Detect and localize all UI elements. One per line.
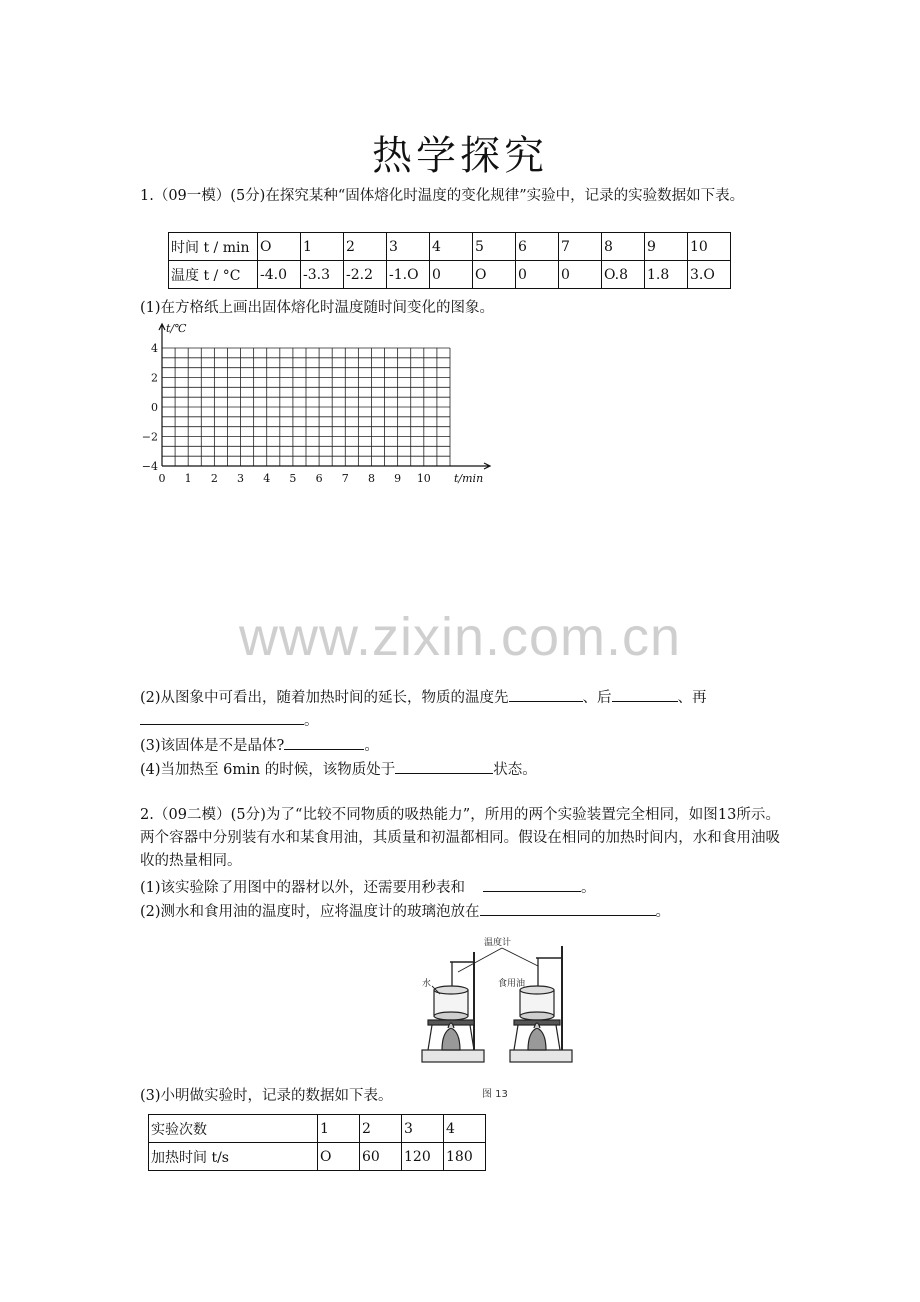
figure-caption: 图 13 — [482, 1089, 508, 1100]
table-cell: 加热时间 t/s — [149, 1143, 318, 1171]
x-tick-label: 6 — [315, 472, 323, 485]
apparatus-figure — [410, 932, 590, 1104]
table-cell: 1.8 — [645, 261, 688, 289]
watermark: www.zixin.com.cn — [238, 607, 682, 667]
table-cell: 120 — [402, 1143, 444, 1171]
x-tick-label: 0 — [158, 472, 166, 485]
q1-part2-text-b: 、后 — [582, 690, 612, 706]
q1-part4-text: (4)当加热至 6min 的时候，该物质处于 — [140, 762, 396, 778]
table-cell: 9 — [645, 233, 688, 261]
table-cell: 5 — [473, 233, 516, 261]
x-axis — [162, 463, 490, 469]
q2-part2 — [140, 900, 780, 923]
table-cell: 2 — [360, 1115, 402, 1143]
y-tick-label: 0 — [151, 401, 158, 414]
answer-blank[interactable] — [480, 900, 656, 916]
q2-part1 — [140, 876, 780, 899]
table-row — [149, 1143, 486, 1171]
y-tick-label: −4 — [141, 460, 158, 473]
y-axis — [159, 324, 165, 466]
table-cell: -4.0 — [258, 261, 301, 289]
x-axis-label: t/min — [454, 472, 484, 485]
graph-paper — [138, 320, 498, 490]
label-thermometer: 温度计 — [484, 938, 512, 948]
table-cell: 180 — [444, 1143, 486, 1171]
table-cell: O — [318, 1143, 360, 1171]
table-cell: 3 — [387, 233, 430, 261]
table-cell: 2 — [344, 233, 387, 261]
answer-blank[interactable] — [284, 734, 364, 750]
table-row — [149, 1115, 486, 1143]
x-tick-label: 8 — [367, 472, 375, 485]
table-cell: 7 — [559, 233, 602, 261]
q1-part4 — [140, 758, 780, 781]
table-cell: 1 — [318, 1115, 360, 1143]
table-cell: 4 — [430, 233, 473, 261]
q1-part3-text: (3)该固体是不是晶体? — [140, 738, 285, 754]
y-axis-label: t/℃ — [166, 322, 187, 335]
table-cell: -1.O — [387, 261, 430, 289]
answer-blank[interactable] — [612, 686, 678, 702]
q2-part1-text: (1)该实验除了用图中的器材以外，还需要用秒表和 — [140, 880, 466, 896]
x-tick-label: 10 — [416, 472, 431, 485]
x-tick-label: 2 — [210, 472, 218, 485]
answer-blank[interactable] — [140, 709, 304, 725]
answer-blank[interactable] — [395, 758, 493, 774]
table-cell: 时间 t / min — [169, 233, 258, 261]
q1-part2-text-c: 、再 — [677, 690, 707, 706]
q2-part2-text: (2)测水和食用油的温度时，应将温度计的玻璃泡放在 — [140, 904, 480, 920]
apparatus-illustration — [410, 932, 590, 1104]
table-cell: 4 — [444, 1115, 486, 1143]
table-cell: 1 — [301, 233, 344, 261]
table-cell: O — [258, 233, 301, 261]
q1-part2-end: 。 — [304, 713, 319, 729]
q1-part3-end: 。 — [364, 738, 379, 754]
table-cell: 0 — [516, 261, 559, 289]
table-cell: 3 — [402, 1115, 444, 1143]
q1-data-table — [168, 232, 731, 289]
table-row — [169, 233, 731, 261]
table-cell: 0 — [430, 261, 473, 289]
table-cell: 8 — [602, 233, 645, 261]
table-cell: 60 — [360, 1143, 402, 1171]
table-cell: -3.3 — [301, 261, 344, 289]
y-tick-label: 4 — [151, 342, 158, 355]
q1-part3 — [140, 734, 780, 757]
table-cell: 10 — [688, 233, 731, 261]
x-tick-label: 9 — [394, 472, 402, 485]
x-tick-label: 7 — [341, 472, 349, 485]
x-tick-label: 4 — [263, 472, 271, 485]
table-cell: O.8 — [602, 261, 645, 289]
table-cell: 3.O — [688, 261, 731, 289]
x-tick-label: 5 — [289, 472, 297, 485]
table-cell: 6 — [516, 233, 559, 261]
table-cell: 实验次数 — [149, 1115, 318, 1143]
label-oil: 食用油 — [498, 979, 526, 989]
graph-paper-svg — [138, 320, 498, 490]
page-title: 热学探究 — [372, 133, 548, 179]
q2-data-table — [148, 1114, 486, 1171]
answer-blank[interactable] — [509, 686, 583, 702]
label-water: 水 — [422, 979, 432, 989]
q1-part2 — [140, 686, 780, 732]
x-tick-label: 1 — [184, 472, 192, 485]
table-cell: 0 — [559, 261, 602, 289]
q2-part2-end: 。 — [655, 904, 671, 920]
y-tick-label: −2 — [141, 430, 158, 444]
y-tick-label: 2 — [151, 371, 158, 385]
x-tick-label: 3 — [237, 472, 245, 485]
q1-part2-text-a: (2)从图象中可看出，随着加热时间的延长，物质的温度先 — [140, 690, 509, 706]
q2-intro: 2.（09二模）(5分)为了“比较不同物质的吸热能力”，所用的两个实验装置完全相同，如图13所示。两个容器中分别装有水和某食用油，其质量和初温都相同。假设在相同的加热时间内，水和食用油吸收的热量相同。 — [140, 807, 780, 869]
q1-intro: 1.（09一模）(5分)在探究某种“固体熔化时温度的变化规律”实验中，记录的实验数据如下表。 — [140, 188, 745, 204]
q1-part1: (1)在方格纸上画出固体熔化时温度随时间变化的图象。 — [140, 300, 495, 316]
q2-part1-end: 。 — [581, 880, 596, 896]
table-cell: O — [473, 261, 516, 289]
q2-part3: (3)小明做实验时，记录的数据如下表。 — [140, 1088, 393, 1104]
table-row — [169, 261, 731, 289]
answer-blank[interactable] — [483, 876, 581, 892]
table-cell: 温度 t / °C — [169, 261, 258, 289]
table-cell: -2.2 — [344, 261, 387, 289]
q1-part4-end: 状态。 — [493, 762, 537, 778]
